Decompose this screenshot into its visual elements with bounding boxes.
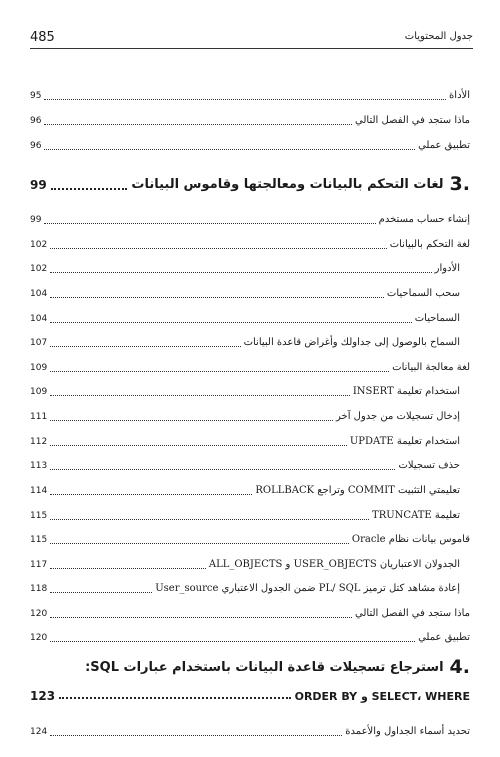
chapter-4-heading[interactable] (30, 656, 470, 678)
toc-subentry[interactable] (30, 480, 470, 498)
toc-entry-page: 120 (30, 633, 48, 643)
toc-entry-title: ماذا ستجد في الفصل التالي (355, 608, 470, 619)
chapter-subtitle: SELECT، WHERE و ORDER BY (294, 690, 470, 703)
toc-entry-page: 115 (30, 535, 48, 545)
dot-leader (50, 494, 252, 495)
chapter-number: .4 (449, 656, 470, 678)
dot-leader (50, 469, 395, 470)
toc-entry-title: حذف تسجيلات (398, 460, 460, 471)
dot-leader (50, 420, 333, 421)
toc-subentry[interactable] (30, 431, 470, 449)
dot-leader (50, 543, 349, 544)
dot-leader (44, 223, 375, 224)
toc-entry-title: لغة معالجة البيانات (392, 362, 470, 373)
dot-leader (50, 248, 387, 249)
dot-leader (50, 395, 350, 396)
toc-entry-title: ماذا ستجد في الفصل التالي (355, 115, 470, 126)
toc-entry-title: قاموس بيانات نظام Oracle (351, 534, 470, 545)
toc-entry[interactable] (30, 209, 470, 227)
toc-entry-page: 117 (30, 560, 48, 570)
toc-subentry[interactable] (30, 332, 470, 350)
page-number: 485 (30, 30, 55, 45)
toc-entry[interactable] (30, 603, 470, 621)
toc-entry-page: 104 (30, 314, 48, 324)
dot-leader (44, 99, 446, 100)
toc-entry-title: إعادة مشاهد كتل ترميز PL/ SQL ضمن الجدول الاعتباري User_source (155, 583, 460, 594)
chapter-title: لغات التحكم بالبيانات ومعالجتها وقاموس البيانات (131, 177, 444, 192)
toc-entry-title: تطبيق عملي (418, 632, 470, 643)
toc-entry-title: السماح بالوصول إلى جداولك وأغراض قاعدة البيانات (243, 337, 460, 348)
dot-leader (50, 735, 342, 736)
toc-entry-page: 107 (30, 338, 48, 348)
toc-entry[interactable] (30, 627, 470, 645)
toc-entry-page: 118 (30, 584, 48, 594)
toc-entry[interactable] (30, 234, 470, 252)
toc-subentry[interactable] (30, 283, 470, 301)
toc-entry-title: إنشاء حساب مستخدم (378, 214, 470, 225)
chapter-title: استرجاع تسجيلات قاعدة البيانات باستخدام عبارات SQL: (85, 660, 444, 675)
dot-leader (44, 149, 415, 150)
toc-entry-page: 96 (30, 116, 42, 126)
toc-entry-page: 113 (30, 461, 48, 471)
dot-leader (50, 272, 431, 273)
toc-entry[interactable] (30, 529, 470, 547)
toc-subentry[interactable] (30, 455, 470, 473)
dot-leader (50, 297, 384, 298)
toc-entry-page: 95 (30, 91, 42, 101)
toc-subentry[interactable] (30, 258, 470, 276)
toc-entry-title: استخدام تعليمة UPDATE (349, 436, 460, 447)
chapter-page: 99 (30, 178, 47, 192)
dot-leader (50, 322, 412, 323)
header-title: جدول المحتويات (404, 31, 473, 42)
toc-entry[interactable] (30, 110, 470, 128)
chapter-page: 123 (30, 689, 56, 703)
dot-leader (50, 346, 240, 347)
toc-subentry[interactable] (30, 406, 470, 424)
toc-entry-page: 114 (30, 486, 48, 496)
toc-entry-page: 120 (30, 609, 48, 619)
toc-entry-page: 104 (30, 289, 48, 299)
toc-entry-title: تعليمة TRUNCATE (372, 510, 460, 521)
toc-entry-title: استخدام تعليمة INSERT (352, 386, 460, 397)
dot-leader (44, 124, 352, 125)
toc-entry-page: 102 (30, 264, 48, 274)
toc-entry-title: السماحيات (414, 313, 460, 324)
toc-entry-page: 124 (30, 727, 48, 737)
dot-leader (59, 697, 291, 699)
toc-entry-page: 112 (30, 437, 48, 447)
toc-entry-title: الجدولان الاعتباريان USER_OBJECTS و ALL_OBJECTS (208, 559, 460, 570)
toc-entry-title: تعليمتي التثبيت COMMIT وتراجع ROLLBACK (255, 485, 460, 496)
toc-entry[interactable] (30, 721, 470, 739)
toc-entry-page: 99 (30, 215, 42, 225)
dot-leader (50, 641, 415, 642)
dot-leader (50, 371, 389, 372)
toc-entry-title: إدخال تسجيلات من جدول آخر (336, 411, 460, 422)
dot-leader (50, 617, 352, 618)
dot-leader (51, 188, 128, 190)
toc-entry-title: سحب السماحيات (386, 288, 460, 299)
dot-leader (50, 592, 152, 593)
toc-subentry[interactable] (30, 578, 470, 596)
page-header (30, 26, 473, 49)
dot-leader (50, 519, 369, 520)
toc-entry-title: لغة التحكم بالبيانات (389, 239, 470, 250)
chapter-3-heading[interactable] (30, 173, 470, 195)
chapter-number: .3 (449, 173, 470, 195)
toc-entry[interactable] (30, 357, 470, 375)
toc-subentry[interactable] (30, 505, 470, 523)
toc-subentry[interactable] (30, 308, 470, 326)
toc-entry-page: 111 (30, 412, 48, 422)
toc-entry-title: تحديد أسماء الجداول والأعمدة (345, 726, 470, 737)
toc-entry[interactable] (30, 135, 470, 153)
toc-entry[interactable] (30, 85, 470, 103)
chapter-4-subtitle[interactable] (30, 683, 470, 703)
toc-subentry[interactable] (30, 554, 470, 572)
toc-entry-page: 102 (30, 240, 48, 250)
toc-entry-title: الأداة (449, 90, 470, 101)
toc-entry-page: 115 (30, 511, 48, 521)
dot-leader (50, 445, 347, 446)
dot-leader (50, 568, 206, 569)
toc-entry-title: الأدوار (434, 263, 460, 274)
toc-entry-title: تطبيق عملي (418, 140, 470, 151)
toc-entry-page: 109 (30, 363, 48, 373)
toc-entry-page: 109 (30, 387, 48, 397)
toc-subentry[interactable] (30, 381, 470, 399)
toc-entry-page: 96 (30, 141, 42, 151)
